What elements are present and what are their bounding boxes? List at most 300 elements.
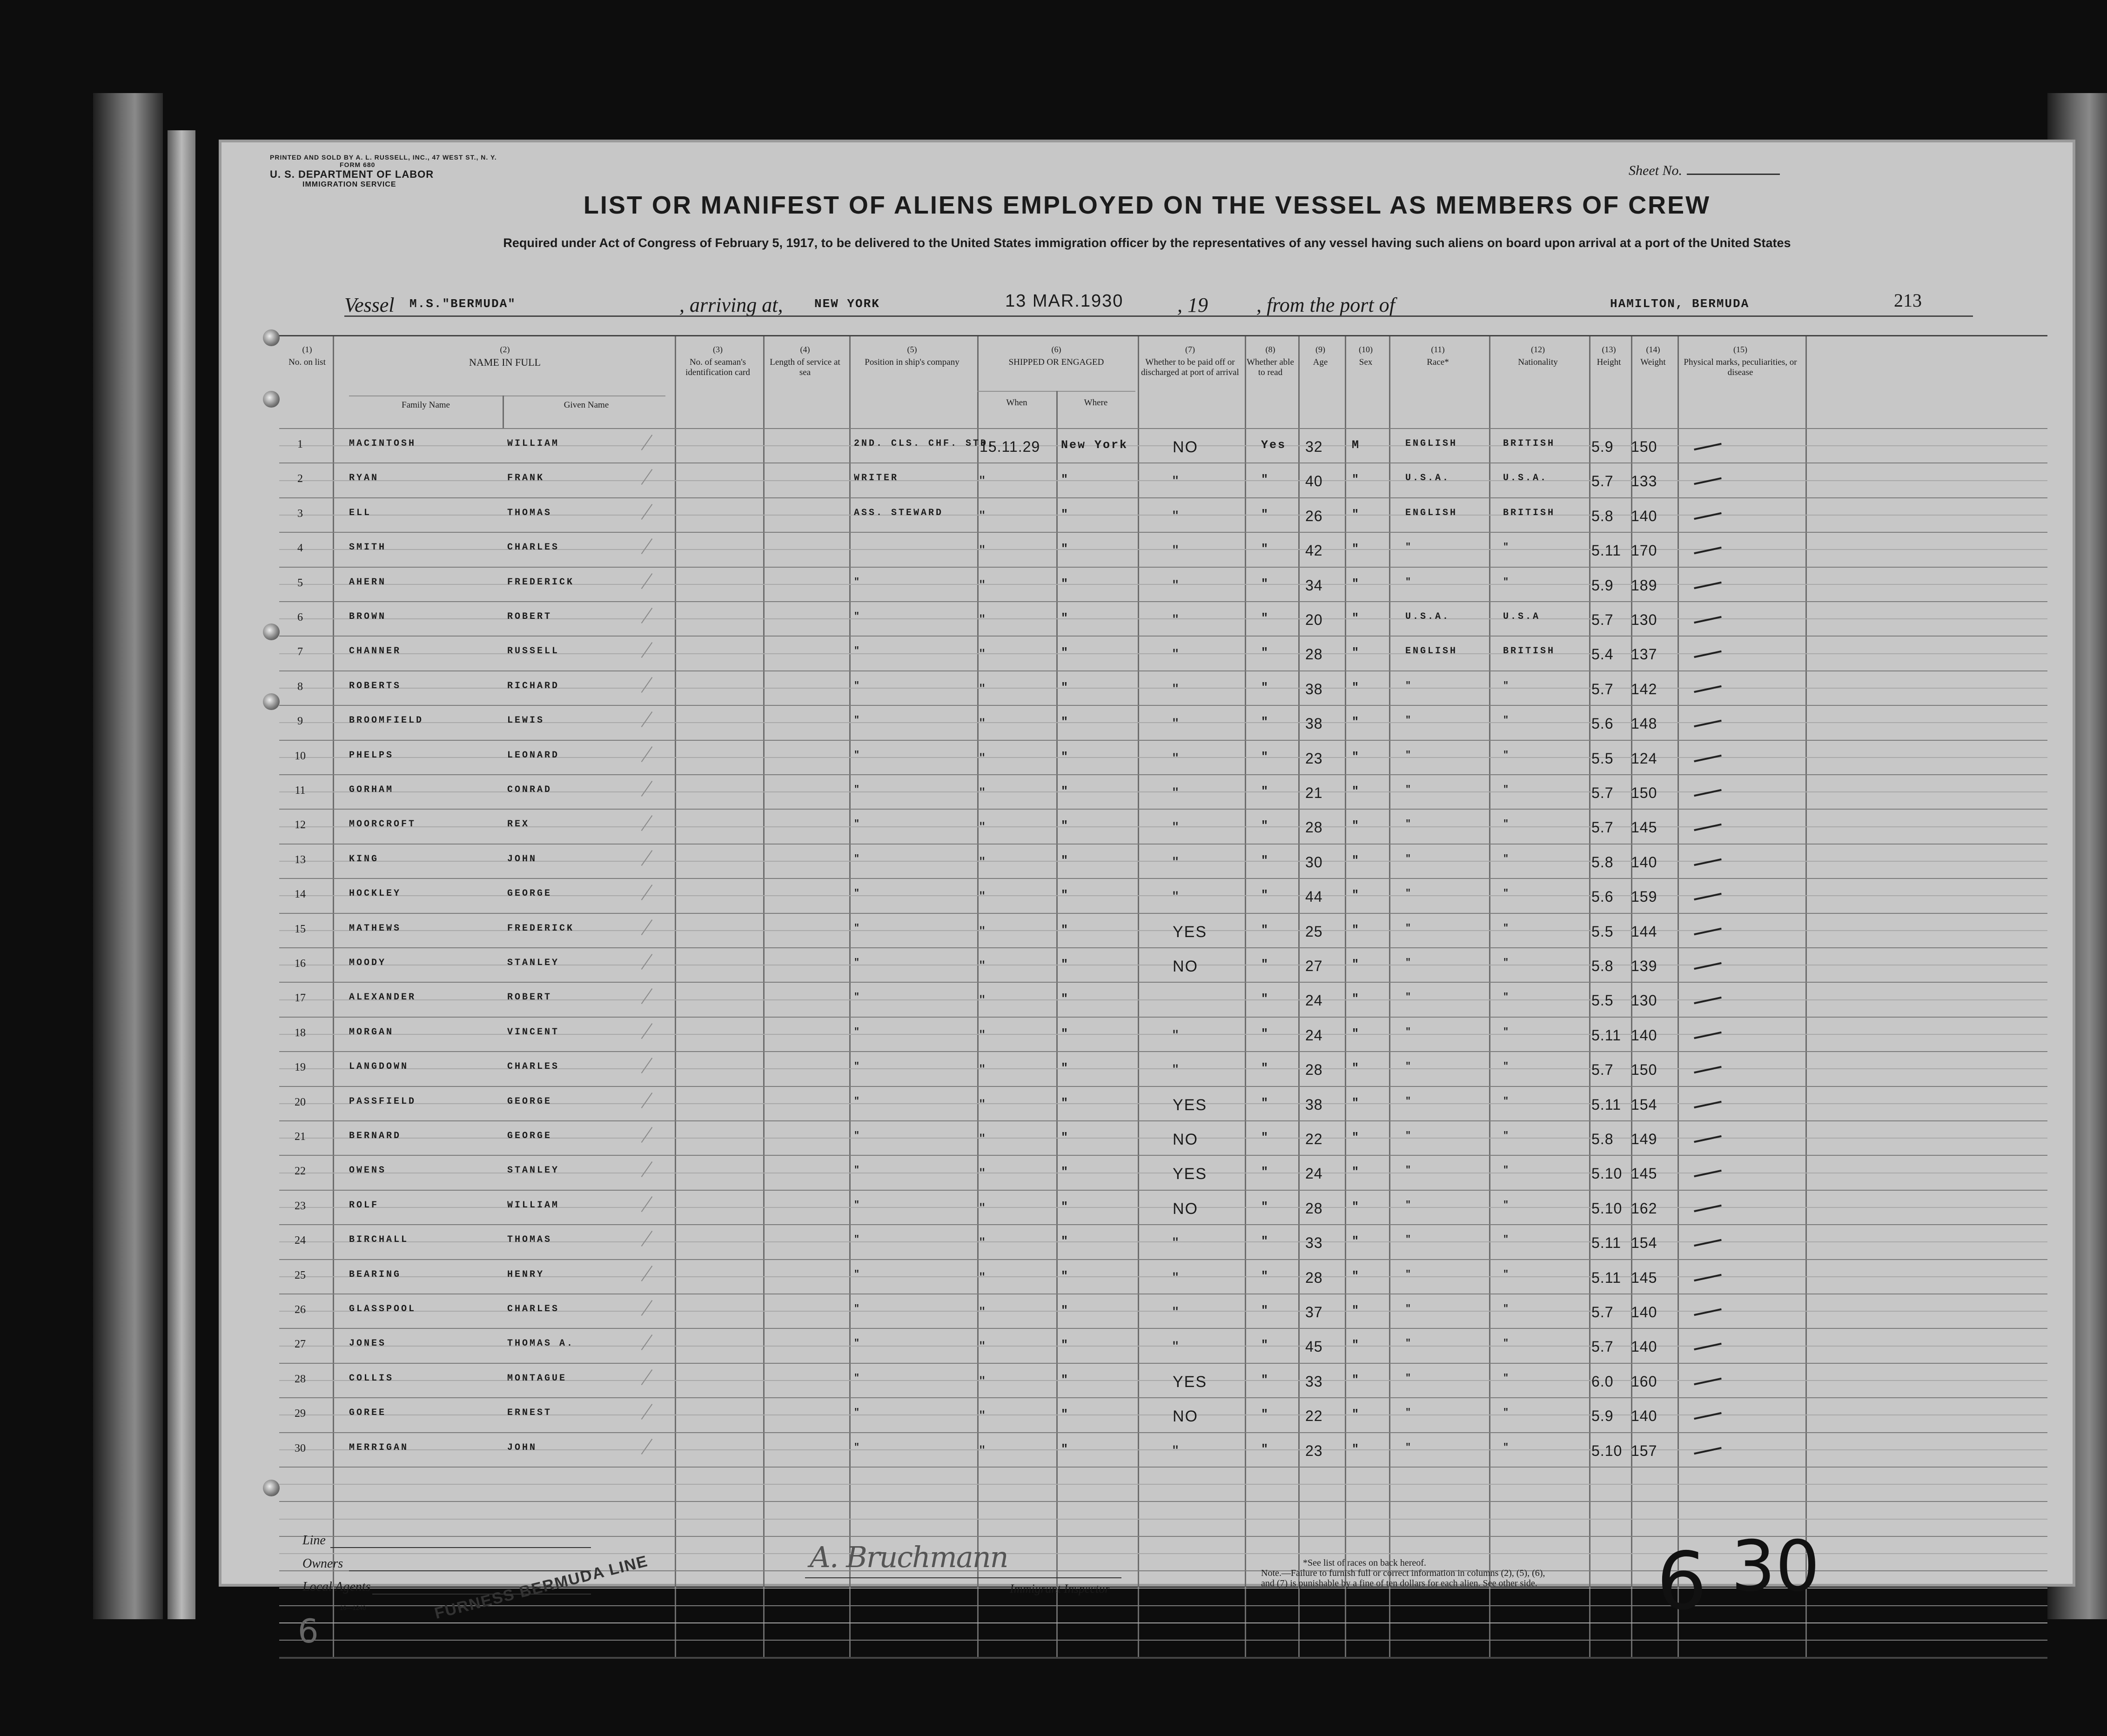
cell-nationality: U.S.A. <box>1503 473 1548 484</box>
cell-given: GEORGE <box>507 1096 552 1107</box>
cell-position: " <box>854 680 862 691</box>
pencil-mark <box>641 885 653 900</box>
table-row-rule <box>279 1190 2047 1191</box>
table-row-rule <box>279 1432 2047 1433</box>
cell-sex: " <box>1352 923 1361 937</box>
cell-age: 38 <box>1305 680 1323 697</box>
cell-sex: " <box>1352 1200 1361 1213</box>
cell-family: MOORCROFT <box>349 819 416 830</box>
table-row-rule <box>279 1051 2047 1052</box>
cell-paid: " <box>1173 473 1180 491</box>
cell-where: " <box>1061 923 1070 937</box>
check-mark <box>1694 650 1722 658</box>
cell-position: " <box>854 819 862 830</box>
cell-family: MOODY <box>349 958 387 968</box>
cell-read: " <box>1261 1200 1270 1213</box>
check-mark <box>1694 1308 1722 1316</box>
cell-weight: 157 <box>1631 1442 1657 1459</box>
cell-where: " <box>1061 888 1070 902</box>
cell-read: " <box>1261 784 1270 798</box>
cell-paid: YES <box>1173 923 1208 941</box>
cell-race: ENGLISH <box>1405 507 1458 518</box>
cell-sex: " <box>1352 1304 1361 1317</box>
cell-race: " <box>1405 1408 1413 1419</box>
check-mark <box>1694 581 1722 589</box>
cell-sex: " <box>1352 1026 1361 1040</box>
cell-position: " <box>854 784 862 795</box>
cell-age: 23 <box>1305 750 1323 767</box>
vessel-label: Vessel <box>344 294 395 316</box>
cell-paid: " <box>1173 888 1180 906</box>
pencil-mark <box>641 469 653 485</box>
table-row-rule <box>279 1086 2047 1087</box>
cell-age: 22 <box>1305 1408 1323 1425</box>
pencil-mark <box>641 815 653 831</box>
cell-read: " <box>1261 473 1270 487</box>
check-mark <box>1694 616 1722 623</box>
cell-sex: " <box>1352 819 1361 833</box>
cell-where: New York <box>1061 438 1128 452</box>
cell-where: " <box>1061 784 1070 798</box>
cell-position: ASS. STEWARD <box>854 507 944 518</box>
cell-given: STANLEY <box>507 1165 560 1176</box>
cell-when: " <box>980 750 986 767</box>
cell-when: " <box>980 888 986 905</box>
cell-where: " <box>1061 715 1070 729</box>
cell-height: 5.7 <box>1591 473 1614 490</box>
cell-height: 5.11 <box>1591 542 1621 559</box>
cell-race: ENGLISH <box>1405 438 1458 449</box>
cell-age: 44 <box>1305 888 1323 905</box>
cell-when: " <box>980 853 986 871</box>
cell-race: U.S.A. <box>1405 611 1450 622</box>
cell-weight: 140 <box>1631 507 1657 524</box>
cell-paid: YES <box>1173 1165 1208 1183</box>
table-column-rule <box>1389 335 1390 1659</box>
pencil-mark <box>641 504 653 520</box>
cell-sex: " <box>1352 1234 1361 1248</box>
cell-no: 27 <box>295 1338 306 1351</box>
cell-sex: " <box>1352 715 1361 729</box>
cell-where: " <box>1061 853 1070 867</box>
cell-height: 5.10 <box>1591 1442 1623 1459</box>
cell-height: 5.10 <box>1591 1165 1623 1182</box>
col-header-nationality: (12) Nationality <box>1518 345 1558 367</box>
table-row-rule <box>279 809 2047 810</box>
table-column-rule <box>849 335 851 1659</box>
cell-sex: " <box>1352 888 1361 902</box>
cell-race: " <box>1405 958 1413 968</box>
cell-age: 34 <box>1305 576 1323 594</box>
cell-read: " <box>1261 1304 1270 1317</box>
cell-weight: 150 <box>1631 1061 1657 1079</box>
cell-nationality: " <box>1503 958 1511 968</box>
col-header-where: Where <box>1084 398 1108 408</box>
cell-height: 5.5 <box>1591 750 1614 767</box>
cell-when: " <box>980 1408 986 1425</box>
cell-no: 25 <box>295 1269 306 1281</box>
cell-race: " <box>1405 1061 1413 1072</box>
cell-age: 32 <box>1305 438 1323 455</box>
cell-given: ERNEST <box>507 1408 552 1419</box>
from-port: HAMILTON, BERMUDA <box>1610 297 1750 311</box>
cell-height: 5.5 <box>1591 992 1614 1009</box>
cell-position: " <box>854 1373 862 1384</box>
table-column-rule <box>1245 335 1246 1659</box>
cell-read: " <box>1261 992 1270 1006</box>
cell-height: 5.7 <box>1591 819 1614 836</box>
cell-no: 10 <box>295 750 306 762</box>
line-label: Line <box>302 1533 326 1548</box>
cell-no: 20 <box>295 1096 306 1108</box>
sheet-number-field[interactable] <box>1687 174 1780 175</box>
cell-read: " <box>1261 958 1270 971</box>
cell-family: ROLF <box>349 1200 379 1211</box>
cell-where: " <box>1061 992 1070 1006</box>
cell-sex: " <box>1352 1338 1361 1352</box>
cell-family: GOREE <box>349 1408 387 1419</box>
col-header-shipped: (6) SHIPPED OR ENGAGED <box>1008 345 1104 367</box>
line-stamp: FURNESS BERMUDA LINE <box>433 1552 650 1622</box>
cell-age: 42 <box>1305 542 1323 559</box>
cell-read: " <box>1261 1131 1270 1144</box>
cell-paid: " <box>1173 1234 1180 1253</box>
cell-paid: " <box>1173 853 1180 871</box>
cell-race: ENGLISH <box>1405 646 1458 657</box>
cell-race: " <box>1405 576 1413 588</box>
cell-when: " <box>980 646 986 663</box>
cell-race: " <box>1405 1269 1413 1280</box>
cell-height: 5.7 <box>1591 1338 1614 1355</box>
cell-weight: 145 <box>1631 1165 1657 1182</box>
cell-given: FRANK <box>507 473 545 484</box>
cell-age: 24 <box>1305 992 1323 1009</box>
cell-sex: " <box>1352 992 1361 1006</box>
cell-age: 26 <box>1305 507 1323 524</box>
cell-age: 28 <box>1305 1200 1323 1217</box>
cell-when: " <box>980 1338 986 1355</box>
cell-height: 5.8 <box>1591 1131 1614 1147</box>
cell-weight: 130 <box>1631 992 1657 1009</box>
cell-family: GORHAM <box>349 784 394 795</box>
cell-position: " <box>854 611 862 622</box>
cell-position: " <box>854 888 862 899</box>
pencil-mark <box>641 677 653 693</box>
cell-height: 6.0 <box>1591 1373 1614 1390</box>
check-mark <box>1694 547 1722 554</box>
check-mark <box>1694 720 1722 727</box>
cell-nationality: " <box>1503 1096 1511 1107</box>
cell-when: " <box>980 1131 986 1147</box>
cell-nationality: " <box>1503 1269 1511 1280</box>
cell-no: 21 <box>295 1131 306 1143</box>
table-row-rule <box>279 1259 2047 1260</box>
cell-nationality: BRITISH <box>1503 507 1556 518</box>
cell-given: THOMAS A. <box>507 1338 575 1349</box>
cell-no: 26 <box>295 1304 306 1316</box>
cell-given: VINCENT <box>507 1026 560 1038</box>
cell-where: " <box>1061 1408 1070 1421</box>
cell-weight: 133 <box>1631 473 1657 490</box>
binder-hole <box>263 391 280 408</box>
table-row-rule <box>279 1519 2047 1520</box>
cell-family: JONES <box>349 1338 387 1349</box>
cell-sex: " <box>1352 1373 1361 1387</box>
inspector-rule <box>805 1577 1121 1578</box>
cell-where: " <box>1061 680 1070 694</box>
check-mark <box>1694 477 1722 485</box>
cell-race: U.S.A. <box>1405 473 1450 484</box>
cell-weight: 140 <box>1631 1026 1657 1044</box>
table-row-rule <box>279 740 2047 741</box>
cell-height: 5.8 <box>1591 958 1614 974</box>
table-row-rule <box>279 636 2047 637</box>
table-column-rule <box>1345 335 1346 1659</box>
cell-age: 40 <box>1305 473 1323 490</box>
cell-position: " <box>854 1408 862 1419</box>
binder-hole <box>263 623 280 640</box>
cell-family: LANGDOWN <box>349 1061 409 1072</box>
cell-race: " <box>1405 715 1413 726</box>
table-row-rule <box>279 1484 2047 1485</box>
cell-nationality: " <box>1503 1061 1511 1072</box>
cell-given: FREDERICK <box>507 576 575 588</box>
cell-no: 23 <box>295 1200 306 1212</box>
cell-weight: 140 <box>1631 1304 1657 1320</box>
cell-sex: " <box>1352 750 1361 764</box>
cell-position: " <box>854 750 862 761</box>
cell-race: " <box>1405 888 1413 899</box>
cell-position: " <box>854 1061 862 1072</box>
cell-given: FREDERICK <box>507 923 575 934</box>
check-mark <box>1694 1412 1722 1420</box>
cell-age: 27 <box>1305 958 1323 974</box>
cell-position: WRITER <box>854 473 899 484</box>
cell-paid: NO <box>1173 958 1198 975</box>
cell-weight: 154 <box>1631 1096 1657 1113</box>
cell-family: SMITH <box>349 542 387 553</box>
col-header-read: (8) Whether able to read <box>1247 345 1294 377</box>
col-header-service: (4) Length of service at sea <box>770 345 840 377</box>
cell-age: 28 <box>1305 1061 1323 1079</box>
col-header-paid-off: (7) Whether to be paid off or discharged at port of arrival <box>1141 345 1239 377</box>
cell-height: 5.11 <box>1591 1269 1621 1286</box>
cell-nationality: BRITISH <box>1503 646 1556 657</box>
table-row-rule <box>279 1155 2047 1156</box>
table-column-rule <box>1589 335 1590 1659</box>
cell-weight: 142 <box>1631 680 1657 697</box>
cell-family: ROBERTS <box>349 680 402 691</box>
table-column-rule <box>333 335 334 1659</box>
cell-sex: " <box>1352 1165 1361 1179</box>
cell-nationality: " <box>1503 1026 1511 1038</box>
col-header-no: (1) No. on list <box>289 345 326 367</box>
cell-nationality: " <box>1503 542 1511 553</box>
cell-paid: " <box>1173 680 1180 698</box>
table-row-rule <box>279 1501 2047 1502</box>
check-mark <box>1694 1274 1722 1281</box>
table-row-rule <box>279 861 2047 862</box>
cell-read: " <box>1261 1061 1270 1075</box>
inspector-label: Immigrant Inspector <box>1010 1582 1110 1595</box>
cell-where: " <box>1061 1442 1070 1456</box>
cell-when: " <box>980 992 986 1009</box>
cell-read: " <box>1261 923 1270 937</box>
table-row-rule <box>279 1397 2047 1398</box>
table-column-rule <box>1489 335 1490 1659</box>
cell-where: " <box>1061 1165 1070 1179</box>
manifest-sheet <box>219 140 2075 1650</box>
cell-given: ROBERT <box>507 992 552 1003</box>
cell-sex: " <box>1352 1061 1361 1075</box>
owners-label: Owners <box>302 1556 343 1571</box>
cell-read: " <box>1261 1338 1270 1352</box>
cell-paid: " <box>1173 1304 1180 1321</box>
cell-when: " <box>980 1442 986 1459</box>
cell-nationality: " <box>1503 1442 1511 1453</box>
cell-no: 30 <box>295 1442 306 1454</box>
check-mark <box>1694 1170 1722 1177</box>
cell-weight: 130 <box>1631 611 1657 628</box>
cell-weight: 150 <box>1631 784 1657 801</box>
cell-family: RYAN <box>349 473 379 484</box>
cell-no: 9 <box>297 715 303 728</box>
pencil-mark <box>641 746 653 762</box>
cell-weight: 139 <box>1631 958 1657 974</box>
cell-height: 5.11 <box>1591 1234 1621 1252</box>
binder-hole <box>263 1480 280 1496</box>
cell-family: PASSFIELD <box>349 1096 416 1107</box>
cell-where: " <box>1061 819 1070 833</box>
table-row-rule <box>279 567 2047 568</box>
cell-where: " <box>1061 1061 1070 1075</box>
pencil-mark <box>641 1334 653 1350</box>
col-header-race: (11) Race* <box>1427 345 1449 367</box>
manifest-title: LIST OR MANIFEST OF ALIENS EMPLOYED ON THE VESSEL AS MEMBERS OF CREW <box>583 191 1711 219</box>
check-mark <box>1694 1032 1722 1039</box>
cell-given: CONRAD <box>507 784 552 795</box>
cell-where: " <box>1061 507 1070 521</box>
pencil-mark <box>641 1058 653 1073</box>
fine-note: Note.—Failure to furnish full or correct information in columns (2), (5), (6), and (7) is punishable by a fine of ten dollars for each alien. See other side. <box>1261 1568 1545 1589</box>
col-header-physical-marks: (15) Physical marks, peculiarities, or disease <box>1684 345 1797 377</box>
cell-when: " <box>980 1061 986 1079</box>
cell-family: KING <box>349 853 379 865</box>
crew-table <box>279 335 2047 1659</box>
pencil-mark <box>641 538 653 554</box>
cell-age: 22 <box>1305 1131 1323 1147</box>
manifest-subtitle: Required under Act of Congress of February 5, 1917, to be delivered to the United States immigration officer by the representatives of any vessel having such aliens on board upon arrival at a port of the United States <box>503 236 1791 250</box>
arriving-label: , arriving at, <box>679 294 783 316</box>
table-row-rule <box>279 497 2047 498</box>
cell-family: COLLIS <box>349 1373 394 1384</box>
cell-race: " <box>1405 1165 1413 1176</box>
cell-race: " <box>1405 542 1413 553</box>
cell-no: 16 <box>295 958 306 970</box>
cell-no: 12 <box>295 819 306 831</box>
cell-height: 5.7 <box>1591 1304 1614 1320</box>
cell-weight: 154 <box>1631 1234 1657 1252</box>
cell-race: " <box>1405 1234 1413 1246</box>
check-mark <box>1694 1378 1722 1385</box>
cell-paid: NO <box>1173 438 1198 456</box>
cell-given: WILLIAM <box>507 1200 560 1211</box>
cell-height: 5.7 <box>1591 680 1614 697</box>
cell-when: " <box>980 1165 986 1182</box>
cell-family: GLASSPOOL <box>349 1304 416 1314</box>
cell-read: " <box>1261 888 1270 902</box>
cell-read: " <box>1261 853 1270 867</box>
cell-weight: 159 <box>1631 888 1657 905</box>
cell-paid: NO <box>1173 1131 1198 1148</box>
cell-paid: " <box>1173 750 1180 768</box>
cell-position: " <box>854 1442 862 1453</box>
cell-sex: " <box>1352 680 1361 694</box>
cell-where: " <box>1061 1096 1070 1110</box>
table-column-rule <box>763 335 765 1659</box>
cell-family: ELL <box>349 507 372 518</box>
from-port-label: , from the port of <box>1256 294 1395 316</box>
cell-height: 5.6 <box>1591 888 1614 905</box>
check-mark <box>1694 685 1722 693</box>
table-row-rule <box>279 462 2047 463</box>
cell-height: 5.5 <box>1591 923 1614 940</box>
cell-position: " <box>854 923 862 934</box>
table-column-rule <box>1805 335 1807 1659</box>
cell-where: " <box>1061 1234 1070 1248</box>
cell-given: JOHN <box>507 1442 537 1453</box>
pencil-mark <box>641 1161 653 1177</box>
check-mark <box>1694 789 1722 797</box>
cell-race: " <box>1405 1200 1413 1211</box>
cell-no: 1 <box>297 438 303 450</box>
cell-weight: 140 <box>1631 1338 1657 1355</box>
cell-nationality: " <box>1503 680 1511 691</box>
cell-where: " <box>1061 1338 1070 1352</box>
table-row-rule <box>279 1017 2047 1018</box>
cell-nationality: " <box>1503 1165 1511 1176</box>
col-header-id-card: (3) No. of seaman's identification card <box>685 345 750 377</box>
cell-read: " <box>1261 1373 1270 1387</box>
cell-family: MATHEWS <box>349 923 402 934</box>
cell-paid: NO <box>1173 1200 1198 1218</box>
table-column-rule <box>675 335 676 1659</box>
cell-read: " <box>1261 1096 1270 1110</box>
cell-height: 5.10 <box>1591 1200 1623 1217</box>
cell-position: 2ND. CLS. CHF. STD. <box>854 438 996 449</box>
pencil-mark <box>641 781 653 797</box>
cell-age: 24 <box>1305 1165 1323 1182</box>
cell-age: 33 <box>1305 1234 1323 1252</box>
cell-no: 11 <box>295 784 306 797</box>
cell-given: HENRY <box>507 1269 545 1280</box>
printer-line: PRINTED AND SOLD BY A. L. RUSSELL, INC., 47 WEST ST., N. Y. <box>270 154 497 161</box>
cell-weight: 137 <box>1631 646 1657 663</box>
cell-when: " <box>980 1200 986 1217</box>
inspector-signature: A. Bruchmann <box>810 1540 1008 1574</box>
table-row-rule <box>279 1120 2047 1121</box>
cell-position: " <box>854 992 862 1003</box>
cell-family: BROWN <box>349 611 387 622</box>
cell-where: " <box>1061 1200 1070 1213</box>
cell-given: REX <box>507 819 530 830</box>
cell-paid: " <box>1173 507 1180 525</box>
cell-nationality: " <box>1503 923 1511 934</box>
cell-height: 5.7 <box>1591 611 1614 628</box>
cell-age: 45 <box>1305 1338 1323 1355</box>
cell-race: " <box>1405 1442 1413 1453</box>
cell-paid: " <box>1173 611 1180 629</box>
